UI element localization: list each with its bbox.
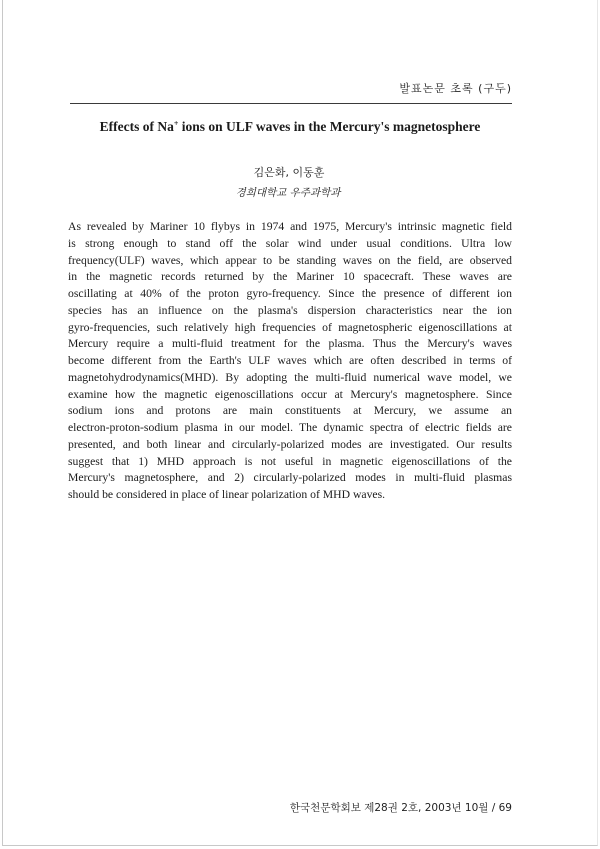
affiliation: 경희대학교 우주과학과 bbox=[235, 187, 341, 199]
abstract-line: Mercury's magnetosphere, and 2) circularly-polarized modes in multi-fluid plasmas bbox=[68, 471, 512, 485]
abstract-line: gyro-frequencies, such relatively high frequencies of magnetospheric eigenoscillations at bbox=[68, 320, 512, 334]
abstract-line: As revealed by Mariner 10 flybys in 1974 and 1975, Mercury's intrinsic magnetic field bbox=[68, 220, 512, 233]
abstract-line: oscillating at 40% of the proton gyro-frequency. Since the presence of different ion bbox=[68, 287, 512, 300]
abstract-line: suggest that 1) MHD approach is not useful in magnetic eigenoscillations of the bbox=[68, 454, 512, 468]
abstract-line: species has an influence on the plasma's dispersion characteristics near the ion bbox=[68, 303, 512, 317]
abstract-body bbox=[68, 219, 512, 504]
abstract-line: frequency(ULF) waves, which appear to be standing waves on the field, are observed bbox=[68, 253, 512, 267]
abstract-line: presented, and both linear and circularly-polarized modes are investigated. Our results bbox=[68, 437, 512, 451]
abstract-line: in the magnetic records returned by the Mariner 10 spacecraft. These waves are bbox=[68, 270, 512, 284]
title-text-start: Effects of Na bbox=[99, 119, 174, 134]
abstract-line: Mercury require a multi-fluid treatment for the plasma. Thus the Mercury's waves bbox=[68, 337, 512, 351]
abstract-line: electron-proton-sodium plasma in our model. The dynamic spectra of electric fields are bbox=[68, 421, 512, 434]
abstract-line: is strong enough to stand off the solar wind under usual conditions. Ultra low bbox=[68, 236, 512, 250]
title-text-end: ions on ULF waves in the Mercury's magnetosphere bbox=[178, 119, 481, 134]
section-label: 발표논문 초록 (구두) bbox=[399, 82, 512, 95]
abstract-line: become different from the Earth's ULF waves which are often described in terms of bbox=[68, 354, 512, 367]
abstract-line: magnetohydrodynamics(MHD). By adopting the multi-fluid numerical wave model, we bbox=[68, 370, 512, 384]
abstract-line: examine how the magnetic eigenoscillations occur at Mercury's magnetosphere. Since bbox=[68, 387, 512, 401]
paper-title bbox=[0, 119, 580, 135]
title-superscript: + bbox=[173, 119, 179, 128]
journal-citation: 한국천문학회보 제28권 2호, 2003년 10월 / 69 bbox=[289, 802, 512, 814]
header-divider bbox=[70, 103, 512, 104]
authors: 김은화, 이동훈 bbox=[253, 166, 325, 179]
abstract-line: should be considered in place of linear polarization of MHD waves. bbox=[68, 488, 386, 501]
abstract-line: sodium ions and protons are main constituents at Mercury, we assume an bbox=[68, 404, 512, 418]
